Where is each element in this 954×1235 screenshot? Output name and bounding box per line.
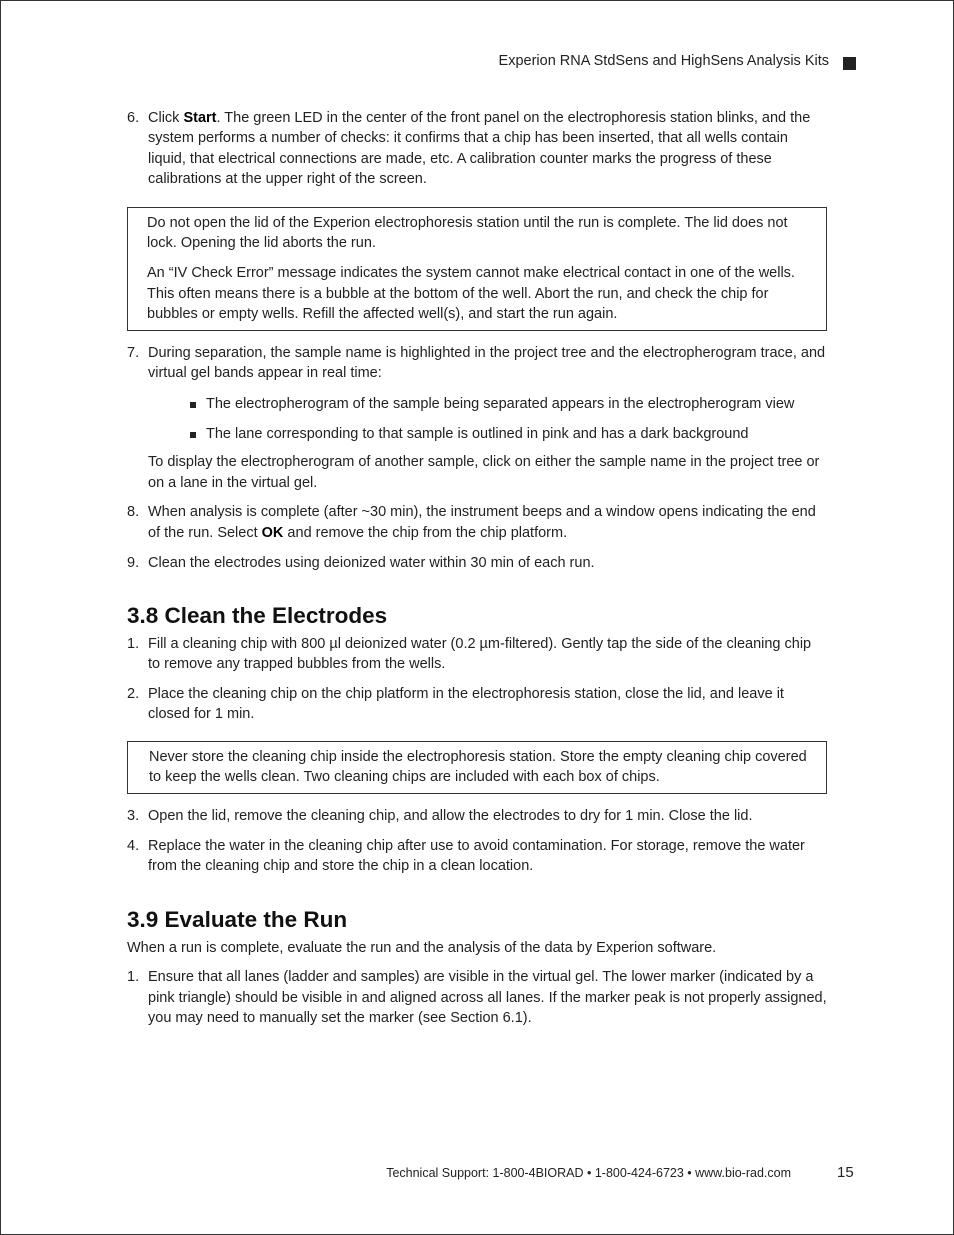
step-text: During separation, the sample name is highlighted in the project tree and the electropherogram trace, and virtual gel bands appear in real time:: [148, 345, 826, 382]
clean-step-3: [127, 806, 827, 826]
note-paragraph: Do not open the lid of the Experion electrophoresis station until the run is complete. The lid does not lock. Opening the lid aborts the run.: [147, 215, 788, 252]
step-7: [127, 343, 827, 384]
note-box-cleaning-chip: [127, 741, 827, 795]
step-number: 1.: [127, 969, 140, 986]
clean-step-1: [127, 634, 827, 675]
bullet-item: The electropherogram of the sample being separated appears in the electropherogram view: [190, 394, 827, 414]
step-text-pre: Click: [148, 110, 184, 126]
evaluate-step-1: [127, 967, 827, 1028]
bullet-item: The lane corresponding to that sample is outlined in pink and has a dark background: [190, 424, 827, 444]
note-paragraph: An “IV Check Error” message indicates the system cannot make electrical contact in one of the wells. This often means there is a bubble at the bottom of the well. Abort the run, and check the chip for bubbles or empty wells. Refill the affected well(s), and start the run again.: [147, 265, 795, 322]
running-header: Experion RNA StdSens and HighSens Analysis Kits: [498, 53, 829, 69]
clean-step-4: [127, 836, 827, 877]
step-number: 7.: [127, 345, 140, 362]
step-number: 9.: [127, 554, 140, 571]
step-8: [127, 502, 827, 543]
step-text: Open the lid, remove the cleaning chip, and allow the electrodes to dry for 1 min. Close the lid.: [148, 808, 753, 825]
note-paragraph: Never store the cleaning chip inside the electrophoresis station. Store the empty cleaning chip covered to keep the wells clean. Two cleaning chips are included with each box of chips.: [149, 748, 807, 785]
section-heading-3-9: 3.9 Evaluate the Run: [127, 906, 348, 932]
section-heading-3-8: 3.8 Clean the Electrodes: [127, 602, 388, 628]
section-intro: When a run is complete, evaluate the run and the analysis of the data by Experion software.: [127, 939, 717, 956]
step-number: 3.: [127, 808, 140, 825]
page-number: 15: [837, 1164, 854, 1181]
step-7-followup: To display the electropherogram of another sample, click on either the sample name in the project tree or on a lane in the virtual gel.: [148, 454, 820, 491]
page-content: [127, 108, 827, 1038]
step-number: 2.: [127, 685, 140, 702]
step-number: 8.: [127, 504, 140, 521]
step-text: Place the cleaning chip on the chip platform in the electrophoresis station, close the lid, and leave it closed for 1 min.: [148, 685, 784, 723]
step-number: 4.: [127, 837, 140, 854]
step-number: 1.: [127, 635, 140, 652]
step-text: Clean the electrodes using deionized water within 30 min of each run.: [148, 554, 595, 571]
step-text: Replace the water in the cleaning chip after use to avoid contamination. For storage, remove the water from the cleaning chip and store the chip in a clean location.: [148, 837, 805, 875]
step-text-post: . The green LED in the center of the front panel on the electrophoresis station blinks, and the system performs a number of checks: it confirms that a chip has been inserted, that all wells contain liquid, that electrical connections are made, etc. A calibration counter marks the progress of these calibrations at the upper right of the screen.: [148, 110, 811, 187]
step-6: [127, 108, 827, 189]
step-text: Ensure that all lanes (ladder and samples) are visible in the virtual gel. The lower marker (indicated by a pink triangle) should be visible in and aligned across all lanes. If the marker peak is not properly assigned, you may need to manually set the marker (see Section 6.1).: [148, 969, 827, 1026]
step-bold-term: OK: [261, 524, 284, 541]
bullet-list: [127, 394, 827, 444]
step-number: 6.: [127, 110, 140, 126]
footer-support: Technical Support: 1-800-4BIORAD • 1-800-424-6723 • www.bio-rad.com: [386, 1166, 791, 1180]
note-box-lid: [127, 207, 827, 331]
clean-step-2: [127, 684, 827, 725]
step-text-pre: When analysis is complete (after ~30 min), the instrument beeps and a window opens indicating the end of the run. Select: [148, 504, 816, 541]
step-text-post: and remove the chip from the chip platform.: [283, 524, 568, 541]
step-9: [127, 553, 827, 573]
step-bold-term: Start: [183, 110, 217, 126]
step-text: Fill a cleaning chip with 800 µl deionized water (0.2 µm-filtered). Gently tap the side of the cleaning chip to remove any trapped bubbles from the wells.: [148, 635, 812, 673]
header-square-marker: [843, 57, 856, 70]
